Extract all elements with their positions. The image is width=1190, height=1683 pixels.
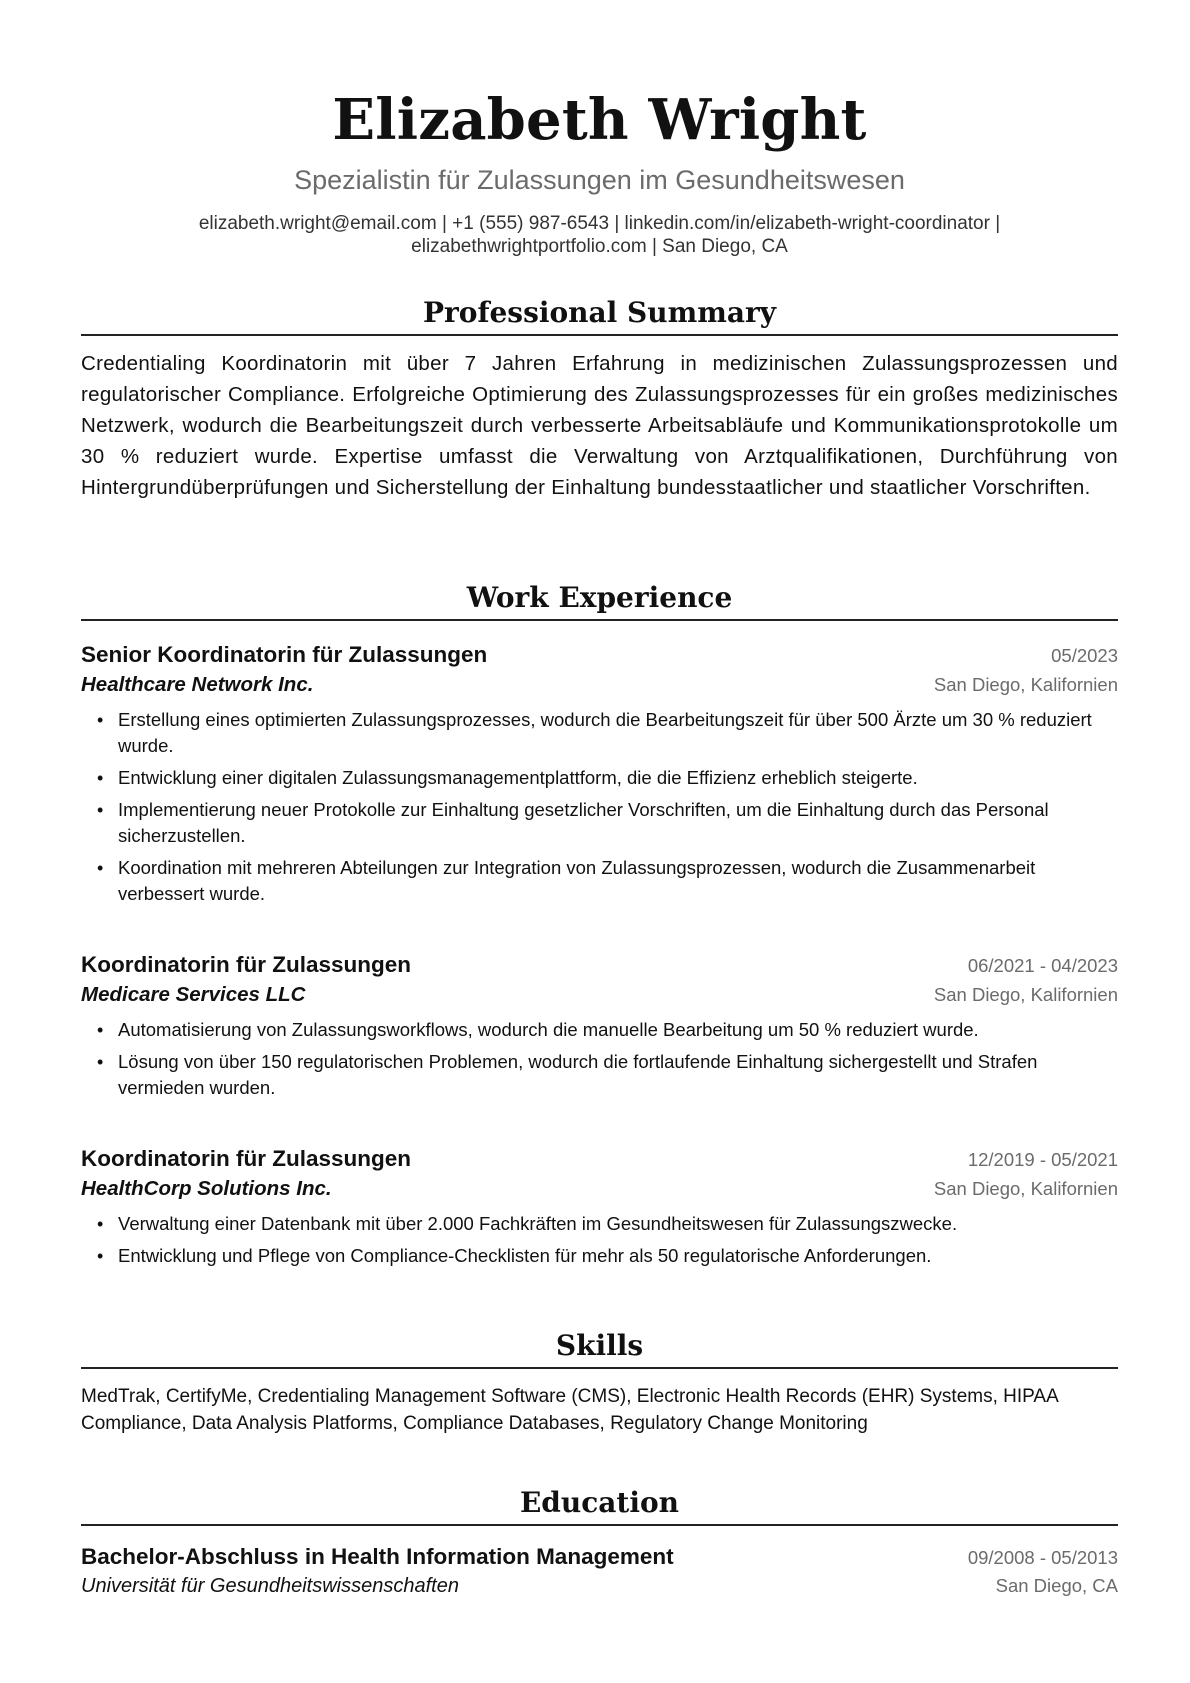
- job-location: San Diego, Kalifornien: [933, 984, 1118, 1005]
- bullet-item: • Automatisierung von Zulassungsworkflows, wodurch die manuelle Bearbeitung um 50 % reduziert wurde.: [118, 1017, 1118, 1043]
- job-date: 06/2021 - 04/2023: [967, 955, 1118, 976]
- job-date: 12/2019 - 05/2021: [967, 1149, 1118, 1170]
- bullet-item: • Entwicklung einer digitalen Zulassungsmanagementplattform, die die Effizienz erheblich steigerte.: [118, 765, 1118, 791]
- summary-section: [81, 296, 1118, 503]
- job-entry: [81, 1144, 1118, 1275]
- education-heading: Education: [519, 1486, 680, 1519]
- summary-divider: [81, 334, 1118, 336]
- education-entry: [81, 1542, 1118, 1601]
- skills-text: MedTrak, CertifyMe, Credentialing Management Software (CMS), Electronic Health Records (EHR) Systems, HIPAA Compliance, Data Analysis Platforms, Compliance Databases, Regulatory Change Monitoring: [81, 1386, 1058, 1434]
- education-section: [81, 1486, 1118, 1601]
- job-title: Koordinatorin für Zulassungen: [81, 1146, 411, 1171]
- job-bullets: [81, 707, 1118, 907]
- job-location: San Diego, Kalifornien: [933, 1178, 1118, 1199]
- bullet-item: • Lösung von über 150 regulatorischen Problemen, wodurch die fortlaufende Einhaltung sichergestellt und Strafen vermieden wurden.: [118, 1049, 1118, 1101]
- skills-heading: Skills: [555, 1329, 644, 1362]
- education-divider: [81, 1524, 1118, 1526]
- school-name: Universität für Gesundheitswissenschaften: [81, 1575, 459, 1597]
- job-title: Senior Koordinatorin für Zulassungen: [81, 642, 488, 667]
- education-date: 09/2008 - 05/2013: [967, 1547, 1118, 1568]
- degree-title: Bachelor-Abschluss in Health Information Management: [81, 1544, 674, 1569]
- bullet-item: • Koordination mit mehreren Abteilungen zur Integration von Zulassungsprozessen, wodurch die Zusammenarbeit verbessert wurde.: [118, 855, 1118, 907]
- experience-section: [81, 581, 1118, 621]
- candidate-name: Elizabeth Wright: [332, 87, 867, 153]
- contact-line-1: elizabeth.wright@email.com | +1 (555) 987-6543 | linkedin.com/in/elizabeth-wright-coordinator |: [198, 213, 1001, 234]
- job-bullets: [81, 1211, 1118, 1269]
- job-date: 05/2023: [1051, 645, 1118, 666]
- job-bullets: [81, 1017, 1118, 1101]
- job-entry: [81, 950, 1118, 1107]
- resume-header: [81, 88, 1118, 258]
- summary-text: Credentialing Koordinatorin mit über 7 Jahren Erfahrung in medizinischen Zulassungsprozessen und regulatorischer Compliance. Erfolgreiche Optimierung des Zulassungsprozesses für ein großes medizinisches Netzwerk, wodurch die Bearbeitungszeit durch verbesserte Arbeitsabläufe und Kommunikationsprotokolle um 30 % reduziert wurde. Expertise umfasst die Verwaltung von Arztqualifikationen, Durchführung von Hintergrundüberprüfungen und Sicherstellung der Einhaltung bundesstaatlicher und staatlicher Vorschriften.: [81, 352, 1118, 499]
- job-company: Healthcare Network Inc.: [81, 673, 314, 696]
- job-entry: [81, 640, 1118, 913]
- resume-page: [81, 0, 1118, 1597]
- education-location: San Diego, CA: [995, 1575, 1118, 1596]
- skills-section: [81, 1329, 1118, 1437]
- job-company: HealthCorp Solutions Inc.: [81, 1177, 332, 1200]
- bullet-item: • Entwicklung und Pflege von Compliance-Checklisten für mehr als 50 regulatorische Anforderungen.: [118, 1243, 1118, 1269]
- job-title: Koordinatorin für Zulassungen: [81, 952, 411, 977]
- contact-info: [81, 212, 1118, 258]
- contact-line-2: elizabethwrightportfolio.com | San Diego, CA: [411, 236, 788, 257]
- candidate-subtitle: Spezialistin für Zulassungen im Gesundheitswesen: [294, 165, 905, 195]
- job-location: San Diego, Kalifornien: [933, 674, 1118, 695]
- bullet-item: • Verwaltung einer Datenbank mit über 2.000 Fachkräften im Gesundheitswesen für Zulassungszwecke.: [118, 1211, 1118, 1237]
- experience-divider: [81, 619, 1118, 621]
- bullet-item: • Erstellung eines optimierten Zulassungsprozesses, wodurch die Bearbeitungszeit für über 500 Ärzte um 30 % reduziert wurde.: [118, 707, 1118, 759]
- experience-heading: Work Experience: [466, 581, 733, 614]
- job-company: Medicare Services LLC: [81, 983, 306, 1006]
- summary-heading: Professional Summary: [422, 296, 777, 329]
- skills-divider: [81, 1367, 1118, 1369]
- bullet-item: • Implementierung neuer Protokolle zur Einhaltung gesetzlicher Vorschriften, um die Einhaltung durch das Personal sicherzustellen.: [118, 797, 1118, 849]
